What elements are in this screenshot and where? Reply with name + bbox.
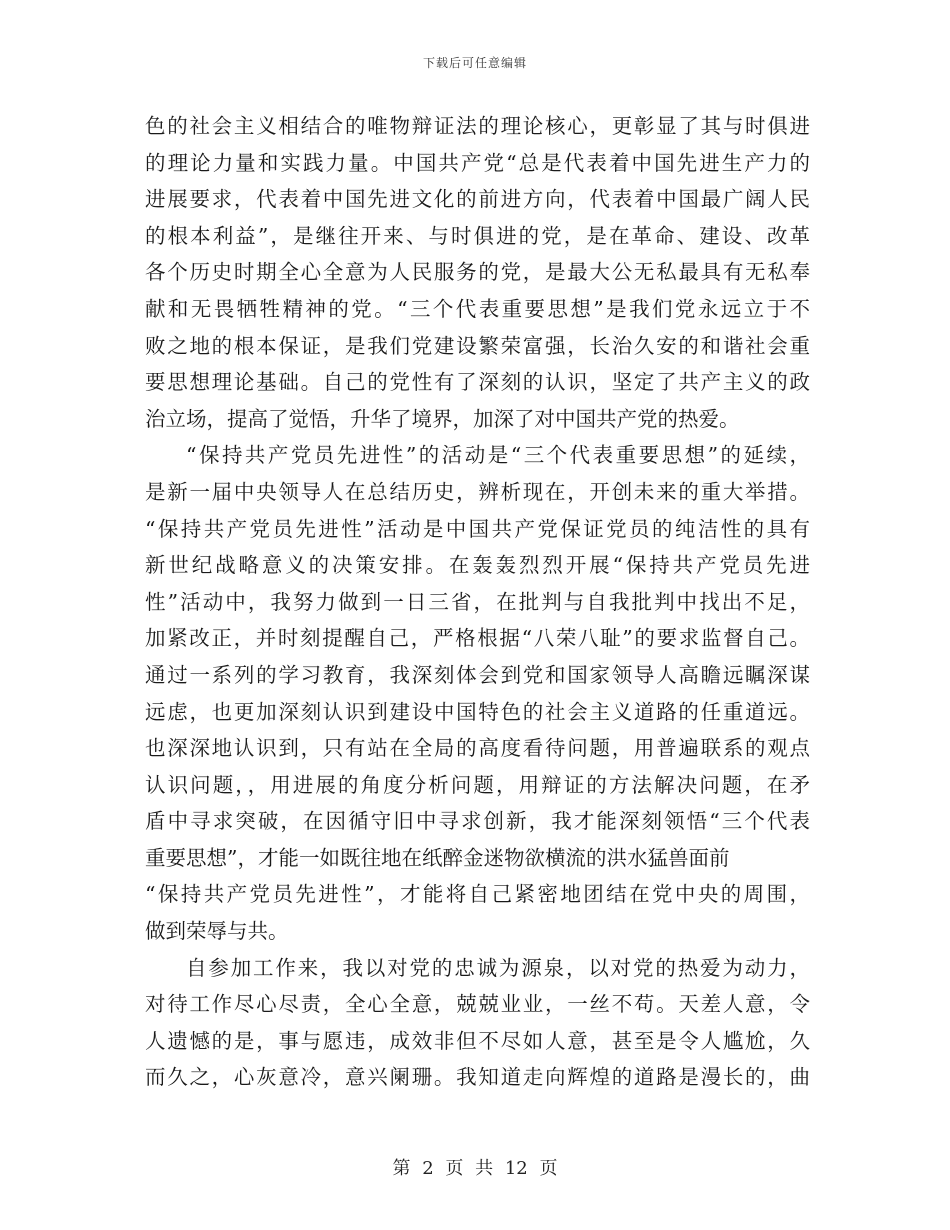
text-line: 做到荣辱与共。 [145, 919, 289, 944]
paragraph [145, 108, 810, 437]
text-line: 要思想理论基础。自己的党性有了深刻的认识，坚定了共产主义的政 [145, 370, 810, 395]
text-line: 新世纪战略意义的决策安排。在轰轰烈烈开展“保持共产党员先进 [145, 553, 810, 578]
text-line: 各个历史时期全心全意为人民服务的党，是最大公无私最具有无私奉 [145, 260, 810, 285]
text-line: 加紧改正，并时刻提醒自己，严格根据“八荣八耻”的要求监督自己。 [145, 626, 810, 651]
text-line: 进展要求，代表着中国先进文化的前进方向，代表着中国最广阔人民 [145, 187, 810, 212]
text-line: 认识问题，，用进展的角度分析问题，用辩证的方法解决问题，在矛 [145, 772, 810, 797]
text-line: “保持共产党员先进性”，才能将自己紧密地团结在党中央的周围， [145, 882, 810, 907]
text-line: 盾中寻求突破，在因循守旧中寻求创新，我才能深刻领悟“三个代表 [145, 809, 810, 834]
text-line: 败之地的根本保证，是我们党建设繁荣富强，长治久安的和谐社会重 [145, 333, 810, 358]
text-line: “保持共产党员先进性”的活动是“三个代表重要思想”的延续， [186, 443, 810, 468]
text-line: 献和无畏牺牲精神的党。“三个代表重要思想”是我们党永远立于不 [145, 296, 810, 321]
text-line: 远虑，也更加深刻认识到建设中国特色的社会主义道路的任重道远。 [145, 699, 810, 724]
text-line: “保持共产党员先进性”活动是中国共产党保证党员的纯洁性的具有 [145, 516, 810, 541]
text-line: 治立场，提高了觉悟，升华了境界，加深了对中国共产党的热爱。 [145, 406, 740, 431]
text-line: 通过一系列的学习教育，我深刻体会到党和国家领导人高瞻远瞩深谋 [145, 662, 810, 687]
paragraph [145, 437, 810, 949]
text-line: 重要思想”，才能一如既往地在纸醉金迷物欲横流的洪水猛兽面前 [145, 845, 730, 870]
text-line: 是新一届中央领导人在总结历史，辨析现在，开创未来的重大举措。 [145, 479, 810, 504]
text-line: 对待工作尽心尽责，全心全意，兢兢业业，一丝不苟。天差人意，令 [145, 992, 810, 1017]
text-line: 人遗憾的是，事与愿违，成效非但不尽如人意，甚至是令人尴尬，久 [145, 1028, 810, 1053]
text-line: 的根本利益”，是继往开来、与时俱进的党，是在革命、建设、改革 [145, 223, 810, 248]
document-body [145, 108, 810, 1096]
text-line: 的理论力量和实践力量。中国共产党“总是代表着中国先进生产力的 [145, 150, 810, 175]
text-line: 而久之，心灰意冷，意兴阑珊。我知道走向辉煌的道路是漫长的，曲 [145, 1065, 810, 1090]
text-line: 性”活动中，我努力做到一日三省，在批判与自我批判中找出不足， [145, 589, 810, 614]
page-number-footer: 第 2 页 共 12 页 [392, 1158, 558, 1179]
text-line: 色的社会主义相结合的唯物辩证法的理论核心，更彰显了其与时俱进 [145, 114, 810, 138]
text-line: 也深深地认识到，只有站在全局的高度看待问题，用普遍联系的观点 [145, 736, 810, 761]
text-line: 自参加工作来，我以对党的忠诚为源泉，以对党的热爱为动力， [186, 955, 810, 980]
page-header: 下载后可任意编辑 [422, 56, 527, 70]
paragraph [145, 950, 810, 1096]
